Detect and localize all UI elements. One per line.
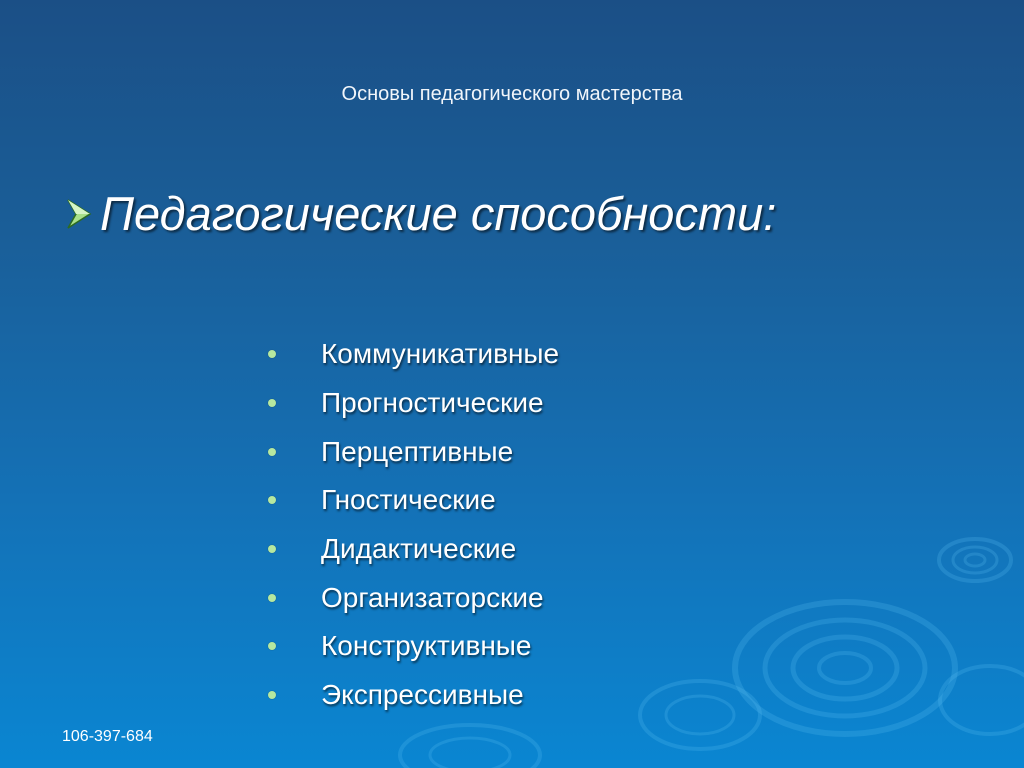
slide-title: Основы педагогического мастерства — [341, 83, 683, 105]
list-item-text: Коммуникативные — [321, 338, 560, 370]
abilities-list — [264, 330, 559, 720]
list-item — [264, 476, 559, 525]
bullet-dot-icon — [268, 350, 276, 358]
list-item — [264, 427, 559, 476]
list-item-text: Прогностические — [321, 387, 544, 419]
section-heading: Педагогические способности: — [100, 187, 777, 240]
footer-code: 106-397-684 — [62, 728, 153, 745]
bullet-dot-icon — [268, 594, 276, 602]
bullet-dot-icon — [268, 545, 276, 553]
list-item — [264, 671, 559, 720]
bullet-dot-icon — [268, 448, 276, 456]
bullet-dot-icon — [268, 399, 276, 407]
list-item-text: Гностические — [321, 484, 496, 516]
list-item-text: Конструктивные — [321, 630, 532, 662]
list-item — [264, 379, 559, 428]
bullet-dot-icon — [268, 691, 276, 699]
list-item — [264, 573, 559, 622]
heading-row — [64, 186, 776, 242]
list-item — [264, 525, 559, 574]
bullet-dot-icon — [268, 496, 276, 504]
bullet-dot-icon — [268, 642, 276, 650]
arrow-bullet-icon — [64, 194, 94, 234]
list-item-text: Организаторские — [321, 581, 544, 613]
list-item-text: Экспрессивные — [321, 679, 524, 711]
list-item — [264, 330, 559, 379]
list-item-text: Дидактические — [321, 533, 517, 565]
list-item-text: Перцептивные — [321, 435, 514, 467]
list-item — [264, 622, 559, 671]
